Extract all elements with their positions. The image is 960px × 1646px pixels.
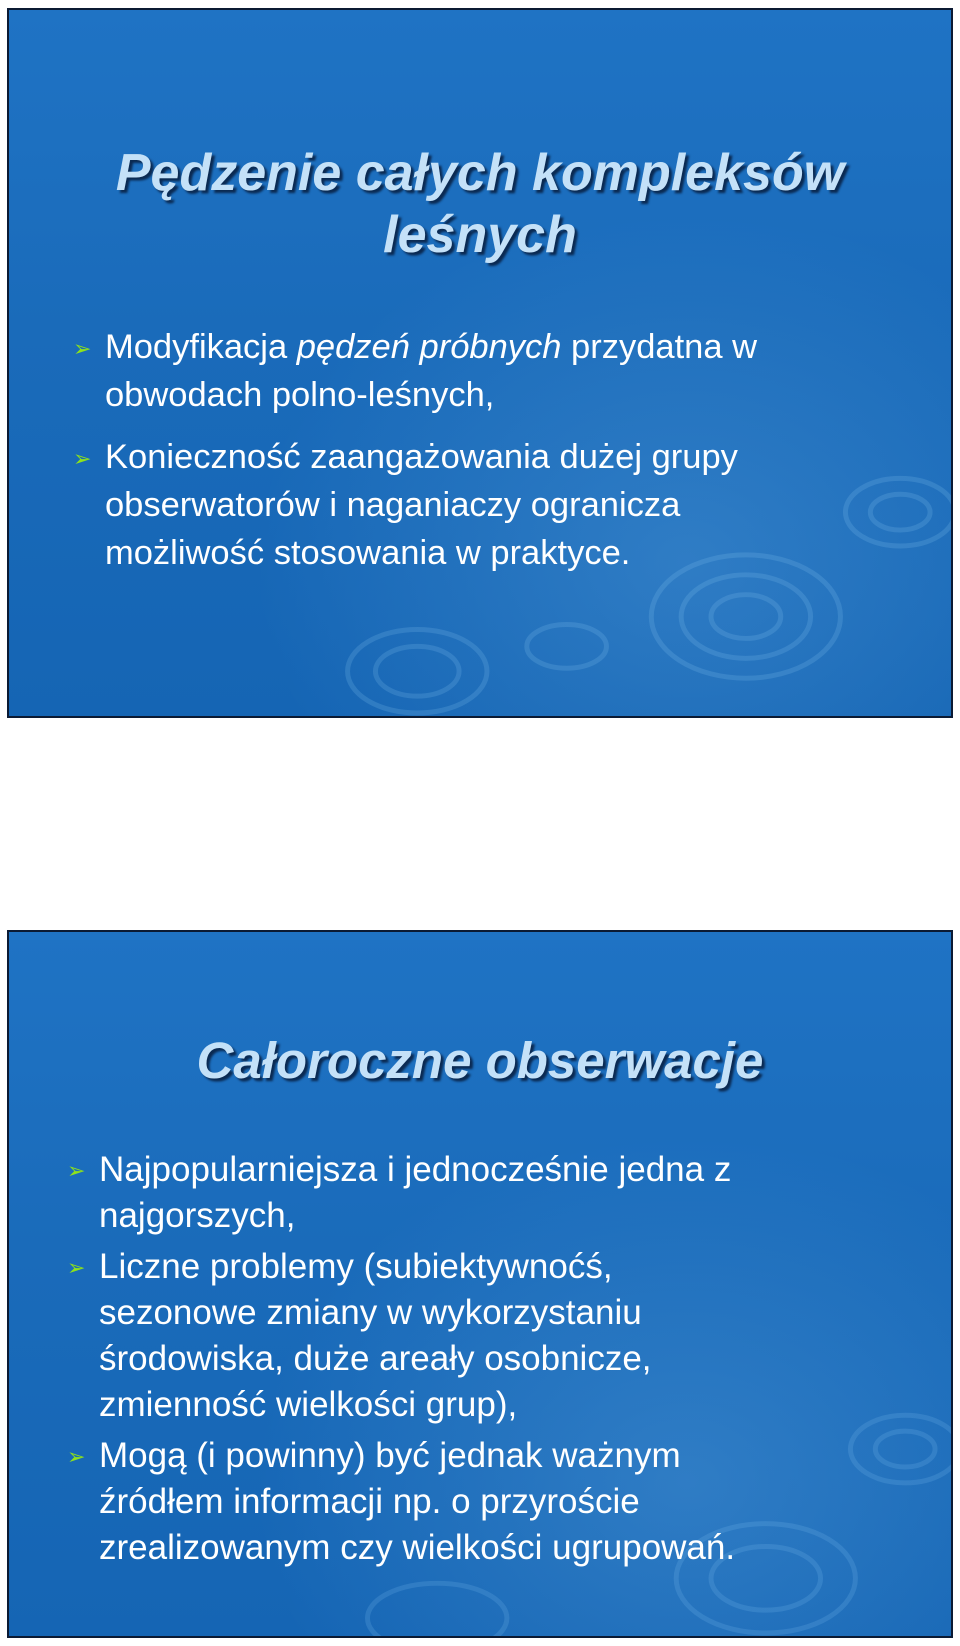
arrow-bullet-icon: ➢ — [67, 1444, 86, 1469]
arrow-bullet-icon: ➢ — [67, 1158, 86, 1183]
bullet-line: Konieczność zaangażowania dużej grupy — [105, 438, 738, 476]
slide-2 — [7, 930, 953, 1638]
bullet-item — [71, 323, 931, 419]
slide-1 — [7, 8, 953, 718]
arrow-bullet-icon: ➢ — [73, 446, 92, 471]
bullet-list — [71, 323, 931, 591]
bullet-line: Najpopularniejsza i jednocześnie jedna z — [99, 1150, 732, 1189]
bullet-line: zmienność wielkości grup), — [99, 1385, 518, 1424]
arrow-bullet-icon: ➢ — [67, 1255, 86, 1280]
bullet-line: Modyfikacja pędzeń próbnych przydatna w — [105, 328, 758, 366]
slide-title: Całoroczne obserwacje — [196, 1032, 764, 1089]
italic-term: pędzeń próbnych — [296, 328, 562, 366]
bullet-line: sezonowe zmiany w wykorzystaniu — [99, 1293, 642, 1332]
bullet-item — [65, 1433, 925, 1571]
bullet-line: Mogą (i powinny) być jednak ważnym — [99, 1436, 681, 1475]
bullet-line: możliwość stosowania w praktyce. — [105, 534, 631, 572]
bullet-line: najgorszych, — [99, 1196, 296, 1235]
bullet-item — [65, 1147, 925, 1239]
bullet-line: źródłem informacji np. o przyroście — [99, 1482, 640, 1521]
bullet-line: obserwatorów i naganiaczy ogranicza — [105, 486, 681, 524]
bullet-list — [65, 1147, 925, 1576]
bullet-item — [71, 433, 931, 577]
bullet-line: Liczne problemy (subiektywnoćś, — [99, 1247, 613, 1286]
bullet-line: zrealizowanym czy wielkości ugrupowań. — [99, 1528, 736, 1567]
bullet-line: obwodach polno-leśnych, — [105, 376, 495, 414]
arrow-bullet-icon: ➢ — [73, 336, 92, 361]
slide-title — [9, 142, 951, 267]
bullet-line: środowiska, duże areały osobnicze, — [99, 1339, 652, 1378]
bullet-item — [65, 1244, 925, 1428]
title-line: Pędzenie całych kompleksów — [115, 144, 845, 202]
title-line: leśnych — [383, 206, 577, 265]
